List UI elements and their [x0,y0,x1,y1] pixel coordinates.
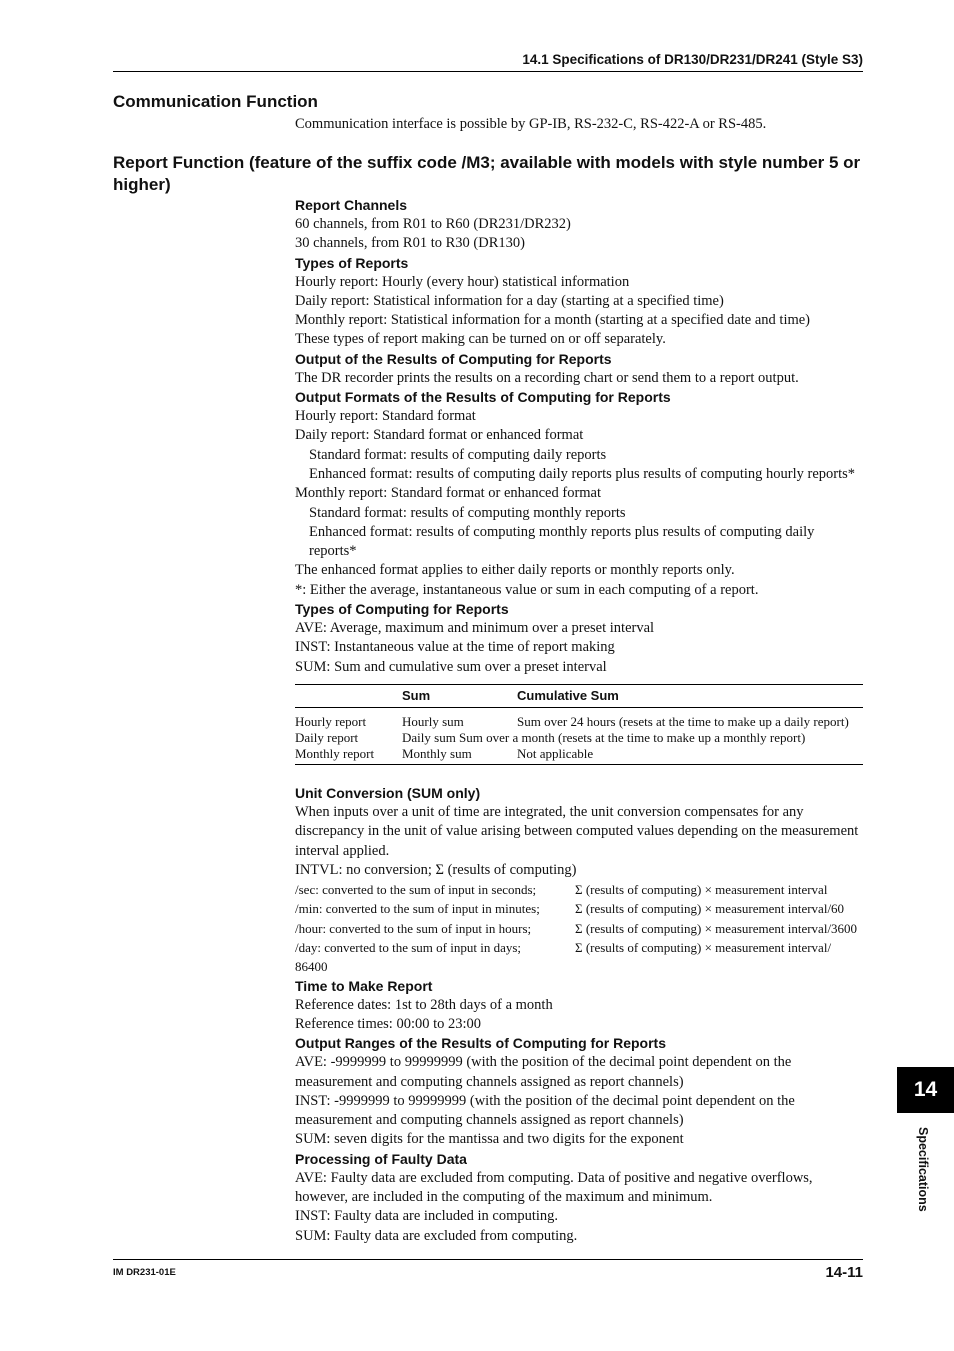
computing-line: INST: Instantaneous value at the time of report making [295,639,615,656]
table-cell: Hourly sum [402,713,464,729]
types-line: Daily report: Statistical information for a day (starting at a specified time) [295,292,724,309]
types-line: Hourly report: Hourly (every hour) statistical information [295,273,630,290]
types-line: These types of report making can be turned on or off separately. [295,331,666,348]
formats-line: Standard format: results of computing daily reports [309,446,607,463]
report-channels-line: 30 channels, from R01 to R30 (DR130) [295,235,525,252]
formats-line: Daily report: Standard format or enhanced format [295,427,584,444]
types-of-reports-heading: Types of Reports [295,254,409,271]
table-header-cell: Sum [402,684,517,707]
faulty-line: SUM: Faulty data are excluded from computing. [295,1227,578,1244]
table-header-cell [295,684,402,707]
conversion-formula: Σ (results of computing) × measurement interval/ [575,940,832,956]
ranges-line: INST: -9999999 to 99999999 (with the position of the decimal point dependent on the measurement and computing channels assigned as report channels) [295,1092,795,1129]
conversion-row [295,938,863,957]
conversion-tail: 86400 [295,959,328,975]
table-cell: Monthly report [295,746,402,765]
unit-conversion-heading: Unit Conversion (SUM only) [295,784,481,801]
table-cell: Sum over 24 hours (resets at the time to make up a daily report) [517,713,849,729]
conversion-row [295,919,863,938]
conversion-formula: Σ (results of computing) × measurement interval/3600 [575,920,858,936]
table-cell: Hourly report [295,713,367,729]
conversion-unit: /sec: converted to the sum of input in seconds; [295,882,537,898]
output-formats-heading: Output Formats of the Results of Computing for Reports [295,389,671,406]
output-results-line: The DR recorder prints the results on a recording chart or send them to a report output. [295,369,799,386]
time-line: Reference times: 00:00 to 23:00 [295,1015,482,1032]
header-rule [113,71,863,72]
faulty-data-heading: Processing of Faulty Data [295,1150,467,1167]
formats-line: The enhanced format applies to either daily reports or monthly reports only. [295,562,735,579]
faulty-line: INST: Faulty data are included in computing. [295,1208,559,1225]
types-of-computing-heading: Types of Computing for Reports [295,601,509,618]
output-results-heading: Output of the Results of Computing for Reports [295,350,612,367]
table-row [295,730,863,746]
report-heading: Report Function (feature of the suffix code /M3; available with models with style number 5 or higher) [113,153,861,194]
table-header-cell: Cumulative Sum [517,684,863,707]
conversion-formula: Σ (results of computing) × measurement interval [575,882,828,898]
communication-text: Communication interface is possible by GP-IB, RS-232-C, RS-422-A or RS-485. [295,116,767,132]
table-row [295,707,863,730]
formats-line: Enhanced format: results of computing monthly reports plus results of computing daily reports* [309,523,815,560]
communication-heading: Communication Function [113,92,318,111]
chapter-tab [897,1067,954,1113]
formats-line: Enhanced format: results of computing daily reports plus results of computing hourly reports* [309,465,856,482]
chapter-label-text: Specifications [916,1127,930,1212]
report-channels-heading: Report Channels [295,197,408,213]
conversion-row [295,880,863,899]
report-channels-line: 60 channels, from R01 to R60 (DR231/DR232) [295,216,571,232]
footer-rule [113,1259,863,1260]
conversion-row [295,899,863,918]
output-ranges-heading: Output Ranges of the Results of Computing for Reports [295,1035,666,1052]
report-body [295,196,863,1246]
conversion-unit: /min: converted to the sum of input in minutes; [295,901,540,917]
formats-line: Monthly report: Standard format or enhanced format [295,485,602,502]
table-row [295,746,863,765]
time-line: Reference dates: 1st to 28th days of a month [295,996,553,1013]
footer-doc-id: IM DR231-01E [113,1267,176,1278]
chapter-number: 14 [913,1078,938,1101]
formats-line: Hourly report: Standard format [295,408,476,425]
ranges-line: SUM: seven digits for the mantissa and two digits for the exponent [295,1131,684,1148]
computing-line: SUM: Sum and cumulative sum over a preset interval [295,658,607,675]
unit-conversion-intro: When inputs over a unit of time are integrated, the unit conversion compensates for any discrepancy in the unit of value arising between computed values depending on the measurement interval applied. [295,803,859,859]
page-number: 14-11 [825,1264,863,1281]
conversion-unit: /day: converted to the sum of input in days; [295,940,522,956]
formats-line: Standard format: results of computing monthly reports [309,504,626,521]
sum-table [295,684,863,765]
time-to-make-report-heading: Time to Make Report [295,977,433,994]
table-cell: Not applicable [517,746,863,765]
unit-conversion-intvl: INTVL: no conversion; Σ (results of computing) [295,861,577,878]
table-cell: Daily sum Sum over a month (resets at the time to make up a monthly report) [402,729,806,745]
computing-line: AVE: Average, maximum and minimum over a preset interval [295,620,655,637]
types-line: Monthly report: Statistical information for a month (starting at a specified date and time) [295,312,811,329]
running-header: 14.1 Specifications of DR130/DR231/DR241 (Style S3) [522,52,863,67]
conversion-formula: Σ (results of computing) × measurement interval/60 [575,901,845,917]
formats-footnote: *: Either the average, instantaneous value or sum in each computing of a report. [295,581,759,598]
ranges-line: AVE: -9999999 to 99999999 (with the position of the decimal point dependent on the measurement and computing channels assigned as report channels) [295,1054,792,1090]
table-cell: Daily report [295,729,359,745]
table-cell: Monthly sum [402,746,517,765]
table-header-row [295,684,863,707]
faulty-line: AVE: Faulty data are excluded from computing. Data of positive and negative overflows, however, are included in the computing of the maximum and minimum. [295,1169,813,1205]
chapter-tab-label [916,1127,936,1237]
conversion-unit: /hour: converted to the sum of input in hours; [295,920,532,936]
